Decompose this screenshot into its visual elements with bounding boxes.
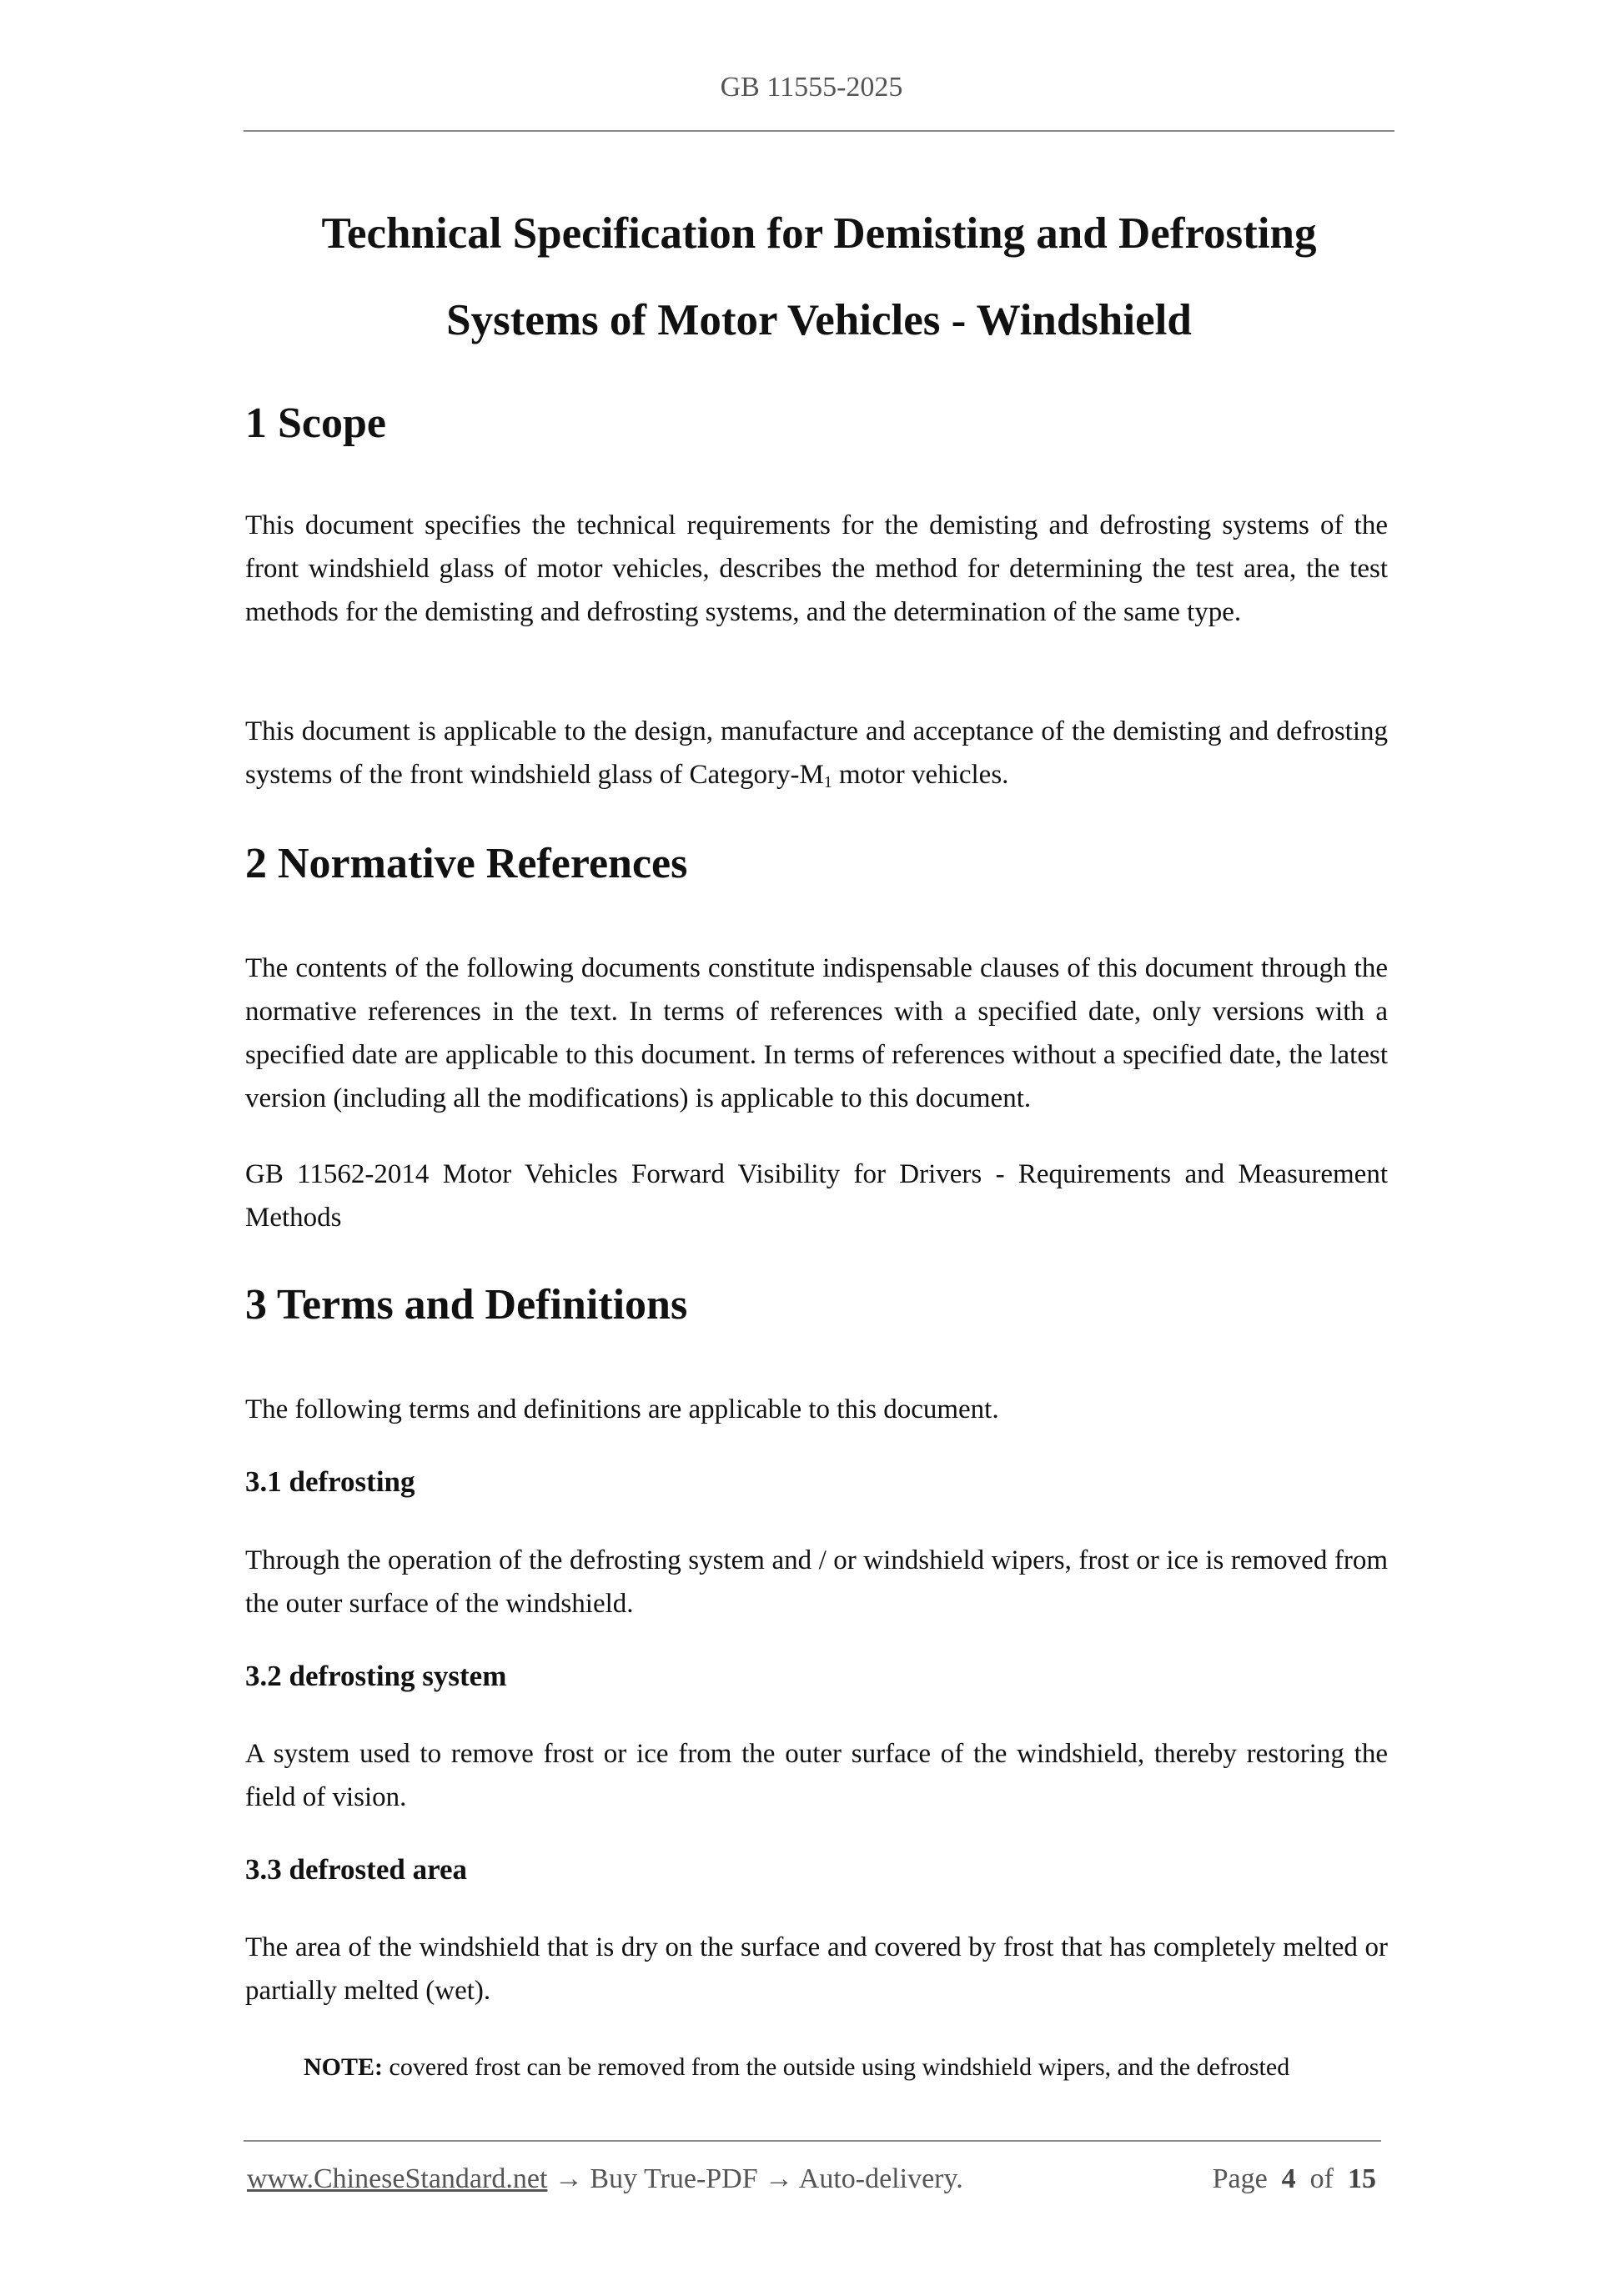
arrow-2: → bbox=[757, 2163, 799, 2194]
heading-terms-definitions: 3 Terms and Definitions bbox=[245, 1281, 688, 1329]
site-link[interactable]: www.ChineseStandard.net bbox=[247, 2163, 548, 2194]
note-label: NOTE: bbox=[304, 2053, 384, 2081]
note bbox=[304, 2048, 1388, 2087]
header-doc-code: GB 11555-2025 bbox=[720, 72, 903, 103]
term-3-1-text: Through the operation of the defrosting system and / or windshield wipers, frost or ice is removed from the outer surface of the windshield. bbox=[245, 1545, 1388, 1619]
term-3-2-text: A system used to remove frost or ice from the outer surface of the windshield, thereby restoring the field of vision. bbox=[245, 1739, 1388, 1812]
page-word: Page bbox=[1212, 2163, 1268, 2194]
scope-p2-text: This document is applicable to the design, manufacture and acceptance of the demisting and defrosting systems of the front windshield glass of Category-M bbox=[245, 716, 1388, 790]
scope-paragraph-1: This document specifies the technical requirements for the demisting and defrosting systems of the front windshield glass of motor vehicles, describes the method for determining the test area, the test methods for the demisting and defrosting systems, and the determination of the same type. bbox=[245, 510, 1388, 627]
document-title bbox=[244, 190, 1394, 364]
page-indicator bbox=[1213, 2163, 1376, 2195]
refs-paragraph-1: The contents of the following documents constitute indispensable clauses of this document through the normative references in the text. In terms of references with a specified date, only versions with a specified date are applicable to this document. In terms of references without a specified date, the latest version (including all the modifications) is applicable to this document. bbox=[245, 953, 1388, 1113]
page-number: 4 bbox=[1281, 2163, 1296, 2194]
term-3-3-text: The area of the windshield that is dry on the surface and covered by frost that has completely melted or partially melted (wet). bbox=[245, 1932, 1388, 2006]
scope-paragraph-2 bbox=[245, 710, 1388, 796]
term-3-3-heading: 3.3 defrosted area bbox=[245, 1853, 468, 1886]
terms-intro: The following terms and definitions are applicable to this document. bbox=[245, 1394, 999, 1424]
refs-paragraph-2: GB 11562-2014 Motor Vehicles Forward Visibility for Drivers - Requirements and Measurement Methods bbox=[245, 1159, 1388, 1233]
footer-rule bbox=[244, 2140, 1381, 2142]
title-line-1: Technical Specification for Demisting and Defrosting bbox=[321, 209, 1317, 258]
title-line-2: Systems of Motor Vehicles - Windshield bbox=[446, 296, 1192, 344]
buy-true-pdf: Buy True-PDF bbox=[590, 2163, 758, 2194]
arrow-1: → bbox=[547, 2163, 590, 2194]
scope-p2-end: motor vehicles. bbox=[832, 760, 1009, 790]
note-text: covered frost can be removed from the outside using windshield wipers, and the defrosted bbox=[383, 2053, 1290, 2081]
term-3-2-heading: 3.2 defrosting system bbox=[245, 1660, 507, 1692]
header-rule bbox=[244, 130, 1394, 132]
heading-scope: 1 Scope bbox=[245, 399, 386, 447]
heading-normative-references: 2 Normative References bbox=[245, 840, 688, 887]
category-subscript: 1 bbox=[823, 772, 832, 791]
of-word: of bbox=[1309, 2163, 1334, 2194]
page-total: 15 bbox=[1348, 2163, 1376, 2194]
footer-left bbox=[247, 2163, 963, 2195]
term-3-1-heading: 3.1 defrosting bbox=[245, 1465, 415, 1498]
auto-delivery: Auto-delivery. bbox=[798, 2163, 963, 2194]
